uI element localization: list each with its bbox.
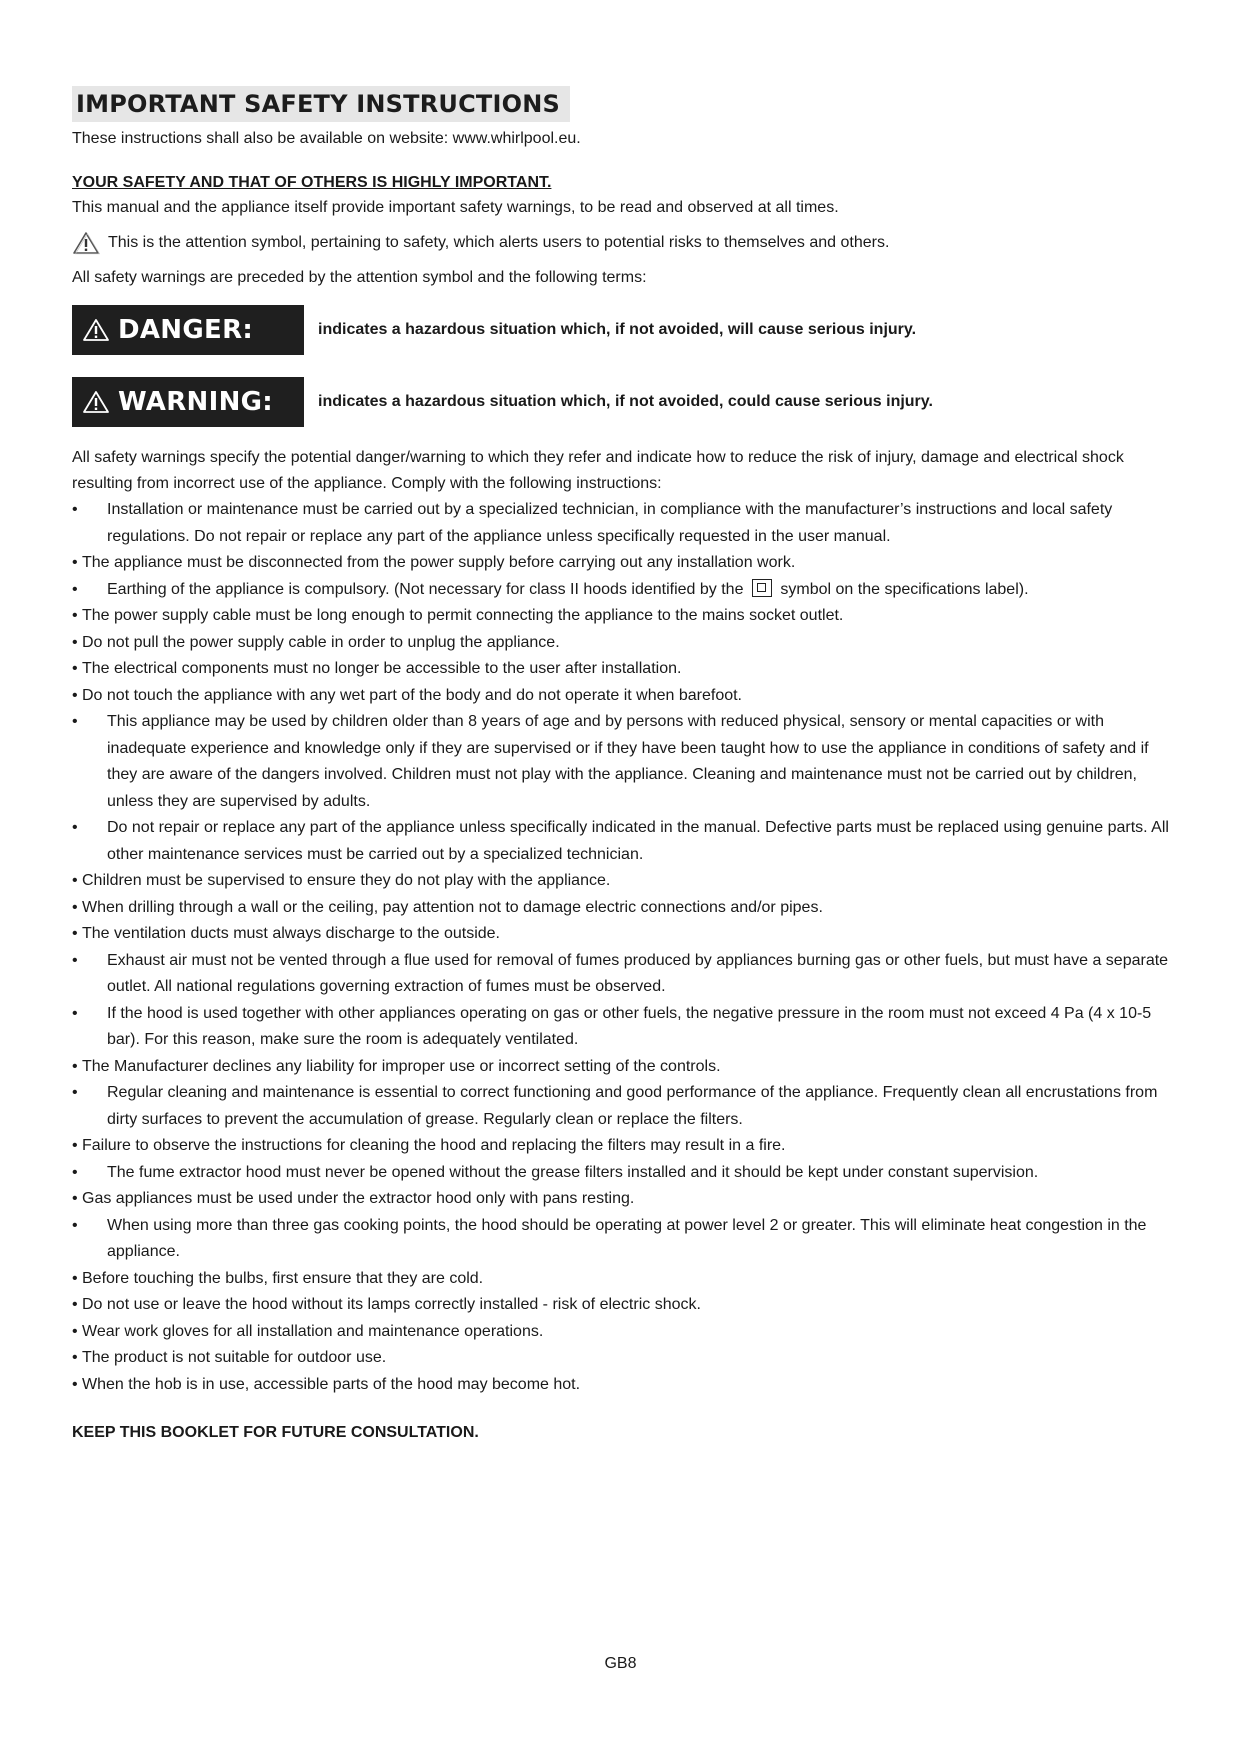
list-item: • Installation or maintenance must be carried out by a specialized technician, in compliance with the manufacturer’s instructions and local safety regulations. Do not repair or replace any part of the appliance unless specifically requested in the user manual. [72, 497, 1182, 550]
page-number: GB8 [604, 1655, 637, 1672]
list-item: • When using more than three gas cooking points, the hood should be operating at power level 2 or greater. This will eliminate heat congestion in the appliance. [72, 1213, 1182, 1266]
warning-description: indicates a hazardous situation which, if not avoided, could cause serious injury. [318, 393, 933, 410]
warning-triangle-icon [82, 318, 110, 342]
availability-note: These instructions shall also be available on website: www.whirlpool.eu. [72, 130, 581, 147]
instruction-list [72, 497, 1182, 1398]
list-item: • Do not use or leave the hood without its lamps correctly installed - risk of electric shock. [72, 1292, 1182, 1319]
list-item: • Failure to observe the instructions for cleaning the hood and replacing the filters may result in a fire. [72, 1133, 1182, 1160]
earthing-text: Earthing of the appliance is compulsory. (Not necessary for class II hoods identified by the [107, 580, 744, 598]
danger-word: DANGER: [118, 315, 254, 345]
list-item: • The electrical components must no longer be accessible to the user after installation. [72, 656, 1182, 683]
attention-line [72, 231, 1182, 255]
list-item: • The power supply cable must be long enough to permit connecting the appliance to the mains socket outlet. [72, 603, 1182, 630]
list-item: • Exhaust air must not be vented through a flue used for removal of fumes produced by appliances burning gas or other fuels, but must have a separate outlet. All national regulations governing extraction of fumes must be observed. [72, 948, 1182, 1001]
earthing-suffix: symbol on the specifications label). [780, 580, 1029, 598]
attention-text: This is the attention symbol, pertaining to safety, which alerts users to potential risks to themselves and others. [108, 234, 890, 251]
list-item: • Do not touch the appliance with any wet part of the body and do not operate it when barefoot. [72, 683, 1182, 710]
safety-heading: YOUR SAFETY AND THAT OF OTHERS IS HIGHLY IMPORTANT. [72, 174, 552, 191]
intro-paragraph: All safety warnings specify the potential danger/warning to which they refer and indicate how to reduce the risk of injury, damage and electrical shock resulting from incorrect use of the appliance. Comply with the following instructions: [72, 449, 1124, 492]
list-item: • When the hob is in use, accessible parts of the hood may become hot. [72, 1372, 1182, 1399]
list-item: • The ventilation ducts must always discharge to the outside. [72, 921, 1182, 948]
danger-label-box [72, 305, 304, 355]
danger-description: indicates a hazardous situation which, if not avoided, will cause serious injury. [318, 321, 917, 338]
keep-booklet-note: KEEP THIS BOOKLET FOR FUTURE CONSULTATION. [72, 1424, 479, 1441]
list-item: • The fume extractor hood must never be opened without the grease filters installed and it should be kept under constant supervision. [72, 1160, 1182, 1187]
class-ii-double-square-icon [752, 579, 772, 597]
preceded-text: All safety warnings are preceded by the attention symbol and the following terms: [72, 269, 647, 286]
warning-triangle-icon [72, 231, 100, 255]
list-item: • The Manufacturer declines any liability for improper use or incorrect setting of the controls. [72, 1054, 1182, 1081]
warning-label-box [72, 377, 304, 427]
list-item: • Do not repair or replace any part of the appliance unless specifically indicated in the manual. Defective parts must be replaced using genuine parts. All other maintenance services must be carried out by a specialized technician. [72, 815, 1182, 868]
warning-triangle-icon [82, 390, 110, 414]
list-item: • The product is not suitable for outdoor use. [72, 1345, 1182, 1372]
danger-row [72, 305, 1182, 355]
list-item: • Gas appliances must be used under the extractor hood only with pans resting. [72, 1186, 1182, 1213]
list-item: • When drilling through a wall or the ceiling, pay attention not to damage electric connections and/or pipes. [72, 895, 1182, 922]
list-item: • Do not pull the power supply cable in order to unplug the appliance. [72, 630, 1182, 657]
list-item: • Wear work gloves for all installation and maintenance operations. [72, 1319, 1182, 1346]
list-item: • Before touching the bulbs, first ensure that they are cold. [72, 1266, 1182, 1293]
list-item-earthing [72, 577, 1182, 604]
warning-word: WARNING: [118, 387, 273, 417]
list-item: • If the hood is used together with other appliances operating on gas or other fuels, the negative pressure in the room must not exceed 4 Pa (4 x 10-5 bar). For this reason, make sure the room is adequately ventilated. [72, 1001, 1182, 1054]
list-item: • This appliance may be used by children older than 8 years of age and by persons with reduced physical, sensory or mental capacities or with inadequate experience and knowledge only if they are supervised or if they have been taught how to use the appliance in conditions of safety and if they are aware of the dangers involved. Children must not play with the appliance. Cleaning and maintenance must not be carried out by children, unless they are supervised by adults. [72, 709, 1182, 815]
safety-page [72, 86, 1182, 1444]
warning-row [72, 377, 1182, 427]
list-item: • The appliance must be disconnected from the power supply before carrying out any installation work. [72, 550, 1182, 577]
list-item: • Regular cleaning and maintenance is essential to correct functioning and good performance of the appliance. Frequently clean all encrustations from dirty surfaces to prevent the accumulation of grease. Regularly clean or replace the filters. [72, 1080, 1182, 1133]
manual-text: This manual and the appliance itself provide important safety warnings, to be read and observed at all times. [72, 199, 839, 216]
page-title: IMPORTANT SAFETY INSTRUCTIONS [72, 86, 570, 122]
list-item: • Children must be supervised to ensure they do not play with the appliance. [72, 868, 1182, 895]
